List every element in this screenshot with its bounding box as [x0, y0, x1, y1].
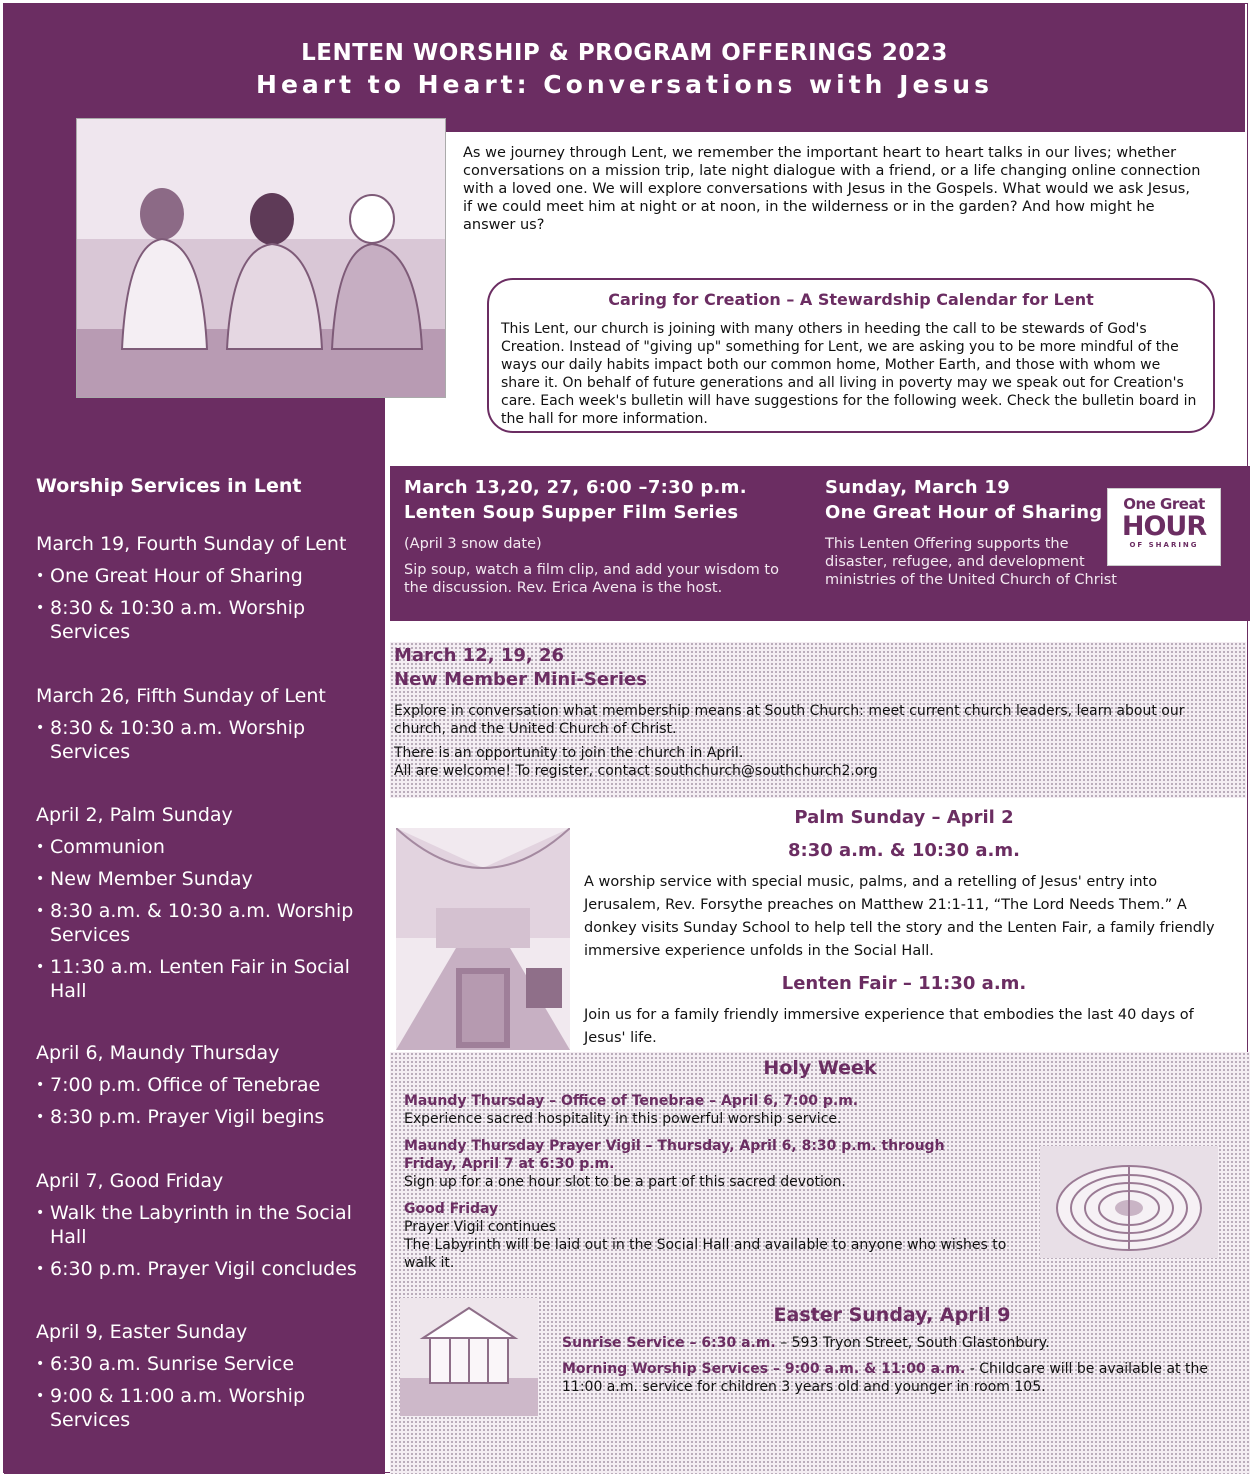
palm-sunday-section [584, 806, 1224, 1050]
new-member-section [390, 642, 1246, 798]
sidebar-item: • 6:30 a.m. Sunrise Service [36, 1352, 366, 1376]
easter-title: Easter Sunday, April 9 [773, 1304, 1011, 1326]
sidebar-item: • 7:00 p.m. Office of Tenebrae [36, 1073, 366, 1097]
sidebar-item: • 9:00 & 11:00 a.m. Worship Services [36, 1384, 310, 1432]
new-member-body: Explore in conversation what membership means at South Church: meet current church leaders, learn about our church, and the United Church of Christ. There is an opportunity to join the church in April. All are welcome! To register, contact southchurch@southchurch2.org [394, 703, 1185, 779]
lenten-fair-body: Join us for a family friendly immersive experience that embodies the last 40 days of Jesus' life. [584, 1007, 1194, 1046]
new-member-heading: March 12, 19, 26 New Member Mini-Series [394, 645, 647, 690]
sidebar-group-heading: March 26, Fifth Sunday of Lent [36, 685, 326, 707]
sidebar-group-heading: April 9, Easter Sunday [36, 1321, 248, 1343]
sidebar-item: • New Member Sunday [36, 867, 366, 891]
sidebar-item: • 8:30 & 10:30 a.m. Worship Services [36, 716, 310, 764]
events-banner [390, 466, 1250, 621]
sharing-event [825, 475, 1125, 589]
lenten-fair-title: Lenten Fair – 11:30 a.m. [781, 973, 1027, 994]
labyrinth-photo [1040, 1146, 1218, 1258]
page-subtitle: Heart to Heart: Conversations with Jesus [256, 70, 993, 99]
sharing-date: Sunday, March 19 [825, 477, 1011, 498]
soup-date: March 13,20, 27, 6:00 –7:30 p.m. [404, 477, 747, 498]
sidebar-item: • 8:30 & 10:30 a.m. Worship Services [36, 596, 310, 644]
sidebar-item: • 6:30 p.m. Prayer Vigil concludes [36, 1257, 366, 1281]
morning-worship: Morning Worship Services – 9:00 a.m. & 11:00 a.m. - Childcare will be available at the 11:00 a.m. service for children 3 years old and younger in room 105. [562, 1361, 1208, 1395]
palm-title: Palm Sunday – April 2 [794, 807, 1014, 828]
caring-title: Caring for Creation – A Stewardship Calendar for Lent [608, 290, 1094, 309]
sidebar-item: • 8:30 a.m. & 10:30 a.m. Worship Services [36, 899, 360, 947]
sidebar-group-heading: March 19, Fourth Sunday of Lent [36, 533, 347, 555]
friends-photo [76, 118, 446, 398]
sidebar-item: • Walk the Labyrinth in the Social Hall [36, 1201, 360, 1249]
caring-for-creation-box [487, 278, 1215, 433]
good-friday-block: Good Friday Prayer Vigil continues The Labyrinth will be laid out in the Social Hall and available to anyone who wishes to walk it. [404, 1201, 1007, 1271]
gazebo-photo [400, 1298, 538, 1416]
sunrise-service: Sunrise Service – 6:30 a.m. – 593 Tryon Street, South Glastonbury. [562, 1335, 1050, 1351]
holy-week-title: Holy Week [763, 1057, 877, 1079]
soup-title: Lenten Soup Supper Film Series [404, 502, 739, 523]
prayer-vigil-block: Maundy Thursday Prayer Vigil – Thursday, April 6, 8:30 p.m. through Friday, April 7 at 6:30 p.m. Sign up for a one hour slot to be a part of this sacred devotion. [404, 1138, 945, 1190]
sidebar-group-heading: April 6, Maundy Thursday [36, 1042, 280, 1064]
palm-body: A worship service with special music, palms, and a retelling of Jesus' entry into Jerusalem, Rev. Forsythe preaches on Matthew 21:1-11, “The Lord Needs Them.” A donkey visits Sunday School to help tell the story and the Lenten Fair, a family friendly immersive experience unfolds in the Social Hall. [584, 874, 1215, 959]
one-great-hour-logo: One Great HOUR OF SHARING [1107, 488, 1221, 566]
tenebrae-block: Maundy Thursday – Office of Tenebrae – April 6, 7:00 p.m. Experience sacred hospitality in this powerful worship service. [404, 1093, 859, 1127]
sharing-body: This Lenten Offering supports the disaster, refugee, and development ministries of the United Church of Christ [825, 536, 1117, 588]
page-header [4, 4, 1245, 132]
sidebar-item: • Communion [36, 835, 366, 859]
sidebar-group-march-19 [36, 532, 366, 644]
sidebar-item: • 11:30 a.m. Lenten Fair in Social Hall [36, 955, 360, 1003]
easter-section [562, 1302, 1222, 1404]
intro-paragraph: As we journey through Lent, we remember the important heart to heart talks in our lives; whether conversations on a mission trip, late night dialogue with a friend, or a life changing online connection with a loved one. We will explore conversations with Jesus in the Gospels. What would we ask Jesus, if we could meet him at night or at noon, in the wilderness or in the garden? And how might he answer us? [463, 145, 1201, 233]
caring-body: This Lent, our church is joining with many others in heeding the call to be stewards of God's Creation. Instead of "giving up" something for Lent, we are asking you to be more mindful of the ways our daily habits impact both our common home, Mother Earth, and those with whom we share it. On behalf of future generations and all living in poverty may we speak out for Creation's care. Each week's bulletin will have suggestions for the following week. Check the bulletin board in the hall for more information. [501, 321, 1197, 427]
sidebar-title: Worship Services in Lent [36, 475, 302, 497]
sidebar-group-april-2 [36, 803, 366, 1003]
sidebar-group-heading: April 2, Palm Sunday [36, 804, 233, 826]
soup-note: (April 3 snow date) [404, 536, 542, 552]
sidebar-item: • One Great Hour of Sharing [36, 564, 366, 588]
sidebar-group-april-9 [36, 1320, 366, 1432]
sidebar-group-march-26 [36, 684, 366, 764]
sidebar-item: • 8:30 p.m. Prayer Vigil begins [36, 1105, 366, 1129]
soup-body: Sip soup, watch a film clip, and add your wisdom to the discussion. Rev. Erica Avena is the host. [404, 562, 779, 596]
page-title: LENTEN WORSHIP & PROGRAM OFFERINGS 2023 [301, 40, 948, 66]
tent-interior-photo [396, 828, 570, 1050]
sidebar-group-heading: April 7, Good Friday [36, 1170, 224, 1192]
palm-time: 8:30 a.m. & 10:30 a.m. [788, 840, 1020, 861]
sharing-title: One Great Hour of Sharing [825, 502, 1103, 523]
sidebar-group-april-6 [36, 1041, 366, 1129]
soup-supper-event [404, 475, 794, 597]
sidebar-group-april-7 [36, 1169, 366, 1281]
